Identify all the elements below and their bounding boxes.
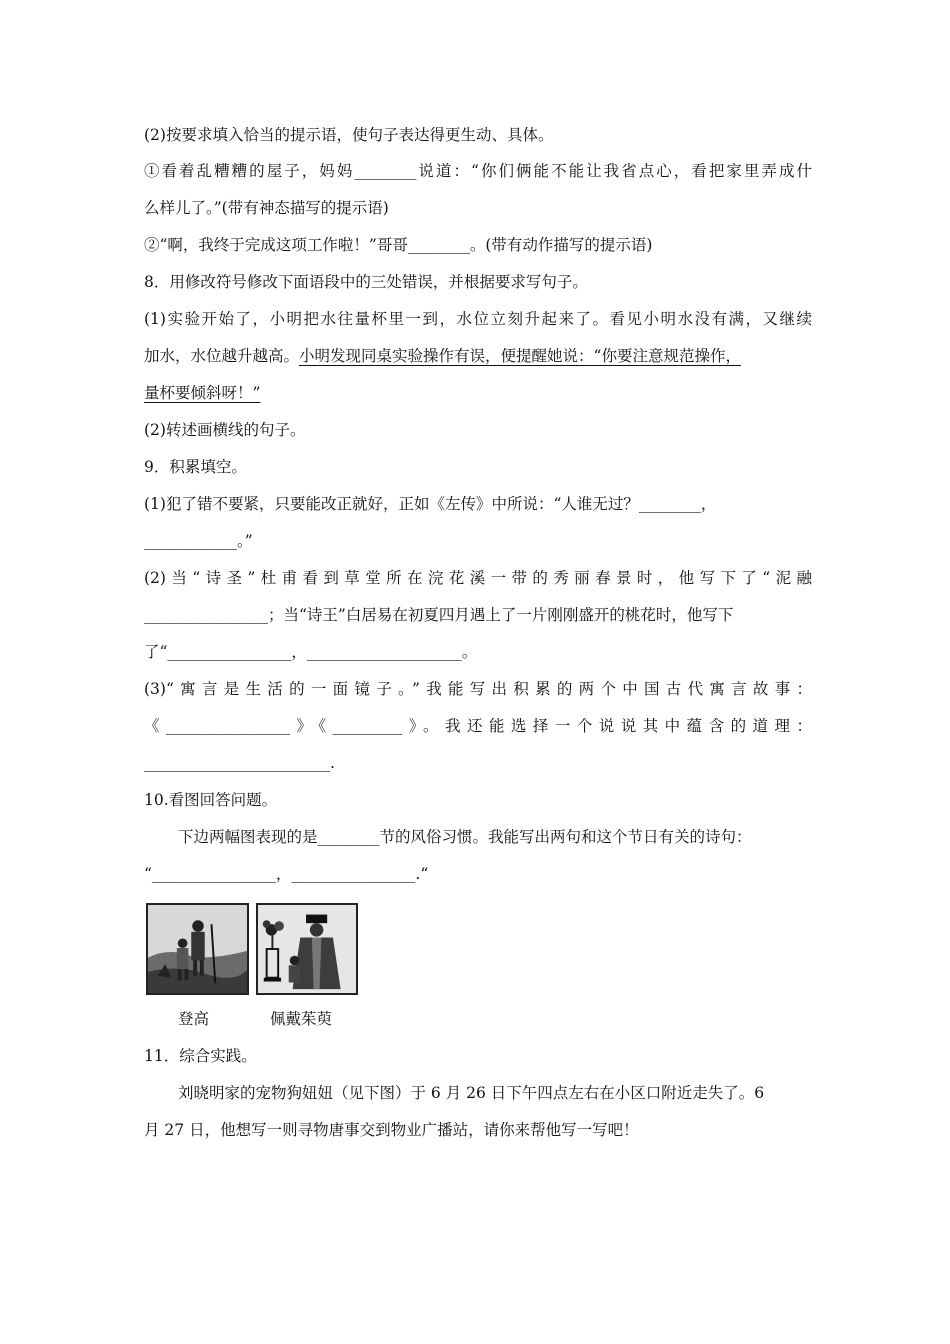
q9-part2-line1: (2)当“诗圣”杜甫看到草堂所在浣花溪一带的秀丽春景时，他写下了“泥融 [144, 569, 812, 587]
q9-part2-line2: ________________；当“诗王”白居易在初夏四月遇上了一片刚刚盛开的桃花时，他写下 [144, 606, 734, 624]
wearing-dogwood-image [256, 903, 358, 995]
q11-prompt-line2: 月 27 日，他想写一则寻物唐事交到物业广播站，请你来帮他写一写吧！ [144, 1121, 639, 1139]
q8-underlined-sentence-b: 量杯要倾斜呀！” [144, 384, 261, 402]
q8-heading: 8．用修改符号修改下面语段中的三处错误，并根据要求写句子。 [144, 273, 588, 291]
q9-part2-line3: 了“________________，____________________。 [144, 643, 478, 661]
q10-heading: 10.看图回答问题。 [144, 791, 278, 809]
q10-prompt-line2: “________________，________________.“ [144, 865, 429, 883]
q8-part1-line1: (1)实验开始了，小明把水往量杯里一到，水位立刻升起来了。看见小明水没有满，又继续 [144, 310, 812, 328]
q9-heading: 9．积累填空。 [144, 458, 247, 476]
climbing-heights-image [146, 903, 249, 995]
q9-part1-line2: ____________。” [144, 532, 253, 550]
q9-part3-line3: ________________________. [144, 754, 335, 772]
q7-item2: ②“啊，我终于完成这项工作啦！”哥哥________。(带有动作描写的提示语) [144, 236, 653, 254]
q11-prompt-line1: 刘晓明家的宠物狗妞妞（见下图）于 6 月 26 日下午四点左右在小区口附近走失了。6 [178, 1084, 765, 1102]
caption-wearing-dogwood: 佩戴茱萸 [270, 1010, 333, 1028]
q8-part1-line2 [144, 345, 812, 367]
q7-item1-line2: 么样儿了。”(带有神态描写的提示语) [144, 199, 389, 217]
q8-part2: (2)转述画横线的句子。 [144, 421, 306, 439]
q8-underlined-sentence-a: 小明发现同桌实验操作有误，便提醒她说：“你要注意规范操作， [299, 347, 741, 365]
q7-item1-line1: ①看着乱糟糟的屋子，妈妈________说道：“你们俩能不能让我省点心，看把家里弄成什 [144, 162, 812, 180]
caption-climbing-heights: 登高 [178, 1010, 210, 1028]
q9-part1-line1: (1)犯了错不要紧，只要能改正就好，正如《左传》中所说：“人谁无过？________， [144, 495, 717, 513]
q10-prompt-line1: 下边两幅图表现的是________节的风俗习惯。我能写出两句和这个节日有关的诗句： [178, 828, 752, 846]
q8-part1-line3 [144, 382, 812, 404]
q9-part3-line2: 《________________》《_________》。我还能选择一个说说其中蕴含的道理： [144, 717, 812, 735]
q11-heading: 11．综合实践。 [144, 1047, 257, 1065]
q8-part1-line2-plain: 加水，水位越升越高。 [144, 347, 300, 365]
q9-part3-line1: (3)“寓言是生活的一面镜子。”我能写出积累的两个中国古代寓言故事： [144, 680, 812, 698]
q7-part2-instruction: (2)按要求填入恰当的提示语，使句子表达得更生动、具体。 [144, 126, 554, 144]
